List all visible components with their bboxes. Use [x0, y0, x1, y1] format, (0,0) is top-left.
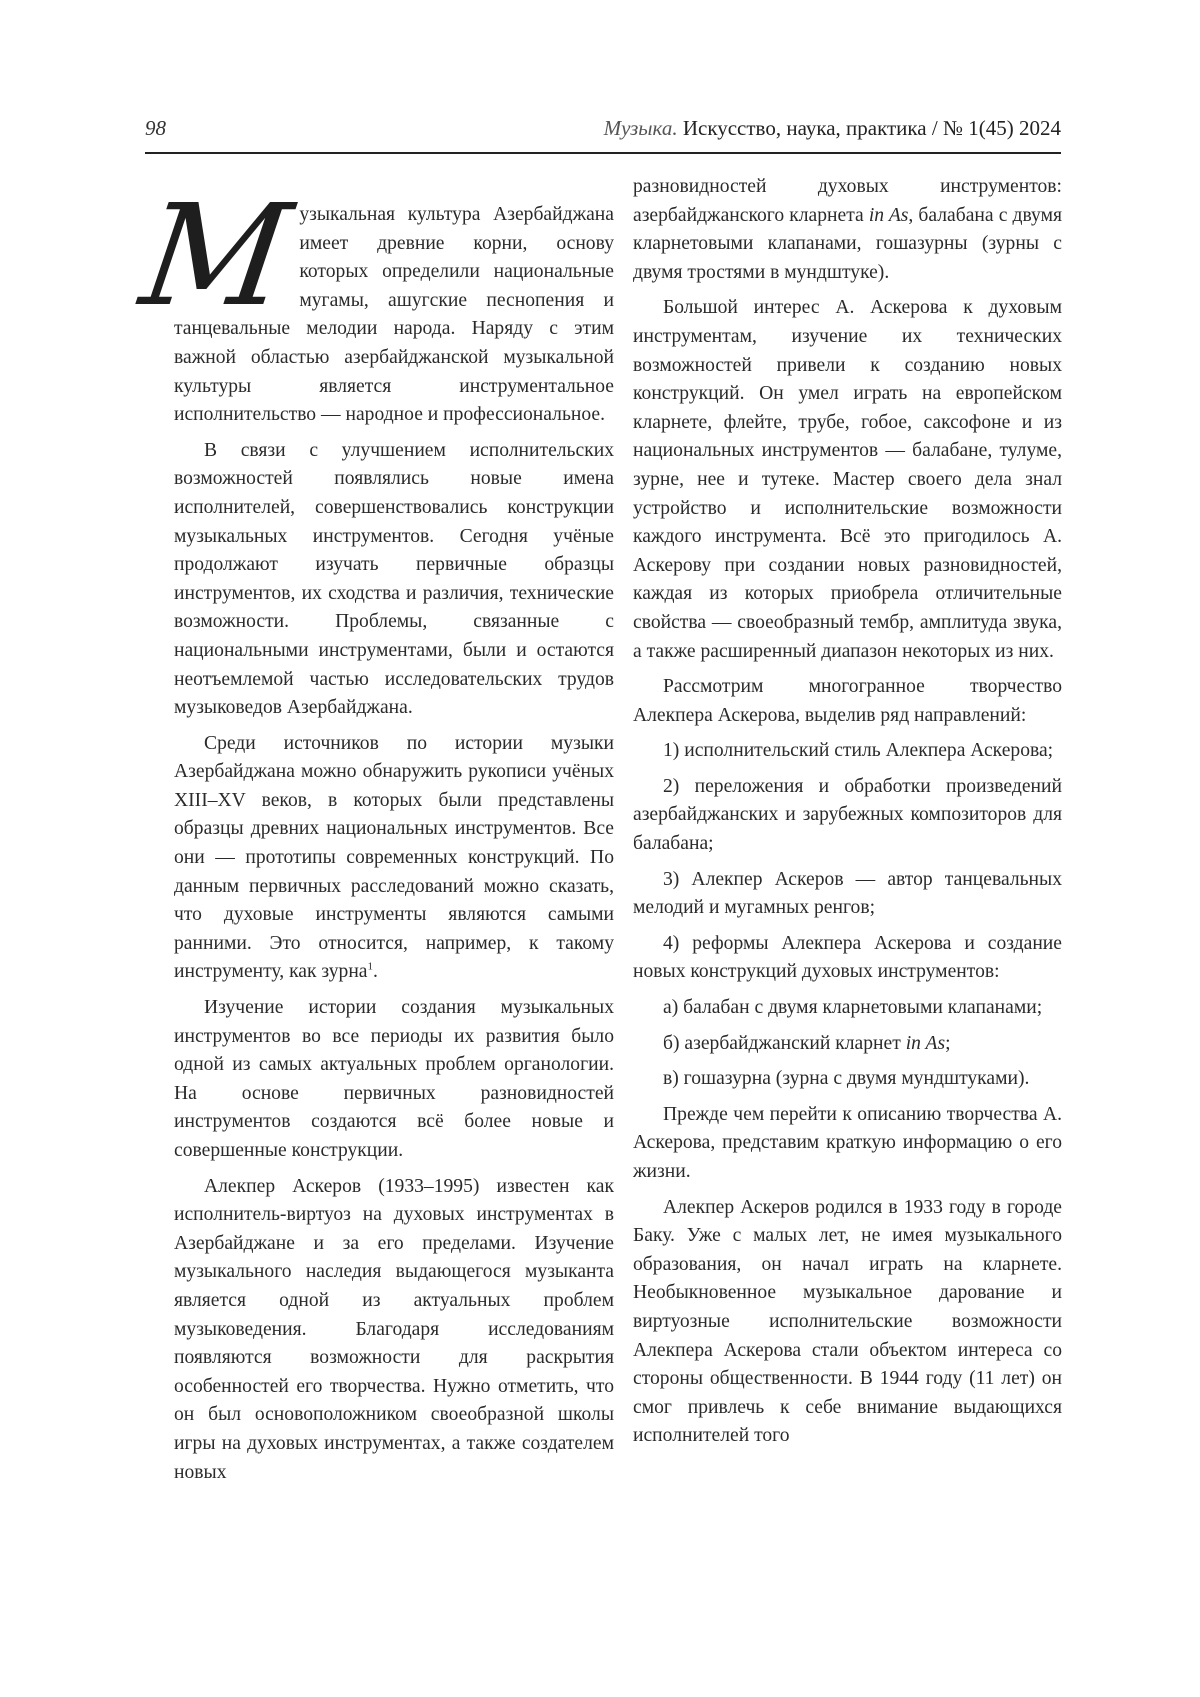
paragraph: Прежде чем перейти к описанию творчества А. Аскерова, представим краткую информацию о его жизни. [633, 1103, 1062, 1182]
journal-brand: Музыка. [603, 116, 678, 140]
page-number: 98 [145, 116, 166, 140]
italic-term: in As [905, 1032, 946, 1054]
list-item: 2) переложения и обработки произведений азербайджанских и зарубежных композиторов для балабана; [633, 775, 1062, 855]
paragraph: Рассмотрим многогранное творчество Алекпера Аскерова, выделив ряд направлений: [633, 676, 1062, 726]
paragraph-end: . [373, 961, 378, 983]
paragraph-text: , балабана с двумя кларнетовыми клапанами, гошазурны (зурны с двумя тростями в мундштуке). [633, 204, 1062, 283]
paragraph-continued [633, 173, 1062, 287]
footnote-marker[interactable]: 1 [367, 960, 374, 973]
paragraph-intro-text: узыкальная культура Азербайджана имеет древние корни, основу которых определили национальные мугамы, ашугские песнопения и танцевальные мелодии народа. Наряду с этим важной областью азербайджанской музыкальной культуры является инструментальное исполнительство — народное и профессиональное. [174, 204, 614, 426]
list-item: 1) исполнительский стиль Алекпера Аскерова; [663, 740, 1054, 762]
sub-list-item [633, 1030, 1062, 1059]
drop-cap: М [132, 175, 299, 338]
paragraph-intro [132, 175, 614, 430]
paragraph-text: разновидностей духовых инструментов: азербайджанского кларнета [633, 176, 1062, 226]
right-column [633, 173, 1062, 1458]
sub-list-text: ; [945, 1032, 951, 1054]
paragraph: В связи с улучшением исполнительских возможностей появлялись новые имена исполнителей, совершенствовались конструкции музыкальных инструментов. Сегодня учёные продолжают изучать первичные образцы инструментов, их сходства и различия, технические возможности. Проблемы, связанные с национальными инструментами, были и остаются неотъемлемой частью исследовательских трудов музыковедов Азербайджана. [174, 439, 614, 719]
italic-term: in As [868, 204, 909, 226]
list-item: 4) реформы Алекпера Аскерова и создание новых конструкций духовых инструментов: [633, 932, 1062, 983]
paragraph-text: Среди источников по истории музыки Азербайджана можно обнаружить рукописи учёных XIII–XV веков, в которых были представлены образцы древних национальных инструментов. Все они — прототипы современных конструкций. По данным первичных расследований можно сказать, что духовые инструменты являются самыми ранними. Это относится, например, к такому инструменту, как зурна [174, 732, 614, 983]
left-column [132, 175, 614, 1494]
paragraph: Алекпер Аскеров (1933–1995) известен как исполнитель-виртуоз на духовых инструментах в Азербайджане и за его пределами. Изучение музыкального наследия выдающегося музыканта является одной из актуальных проблем музыковедения. Благодаря исследованиям появляются возможности для раскрытия особенностей его творчества. Нужно отметить, что он был основоположником своеобразной школы игры на духовых инструментах, а также создателем новых [174, 1175, 614, 1483]
journal-title: Искусство, наука, практика / № 1(45) 2024 [682, 116, 1061, 140]
paragraph: Алекпер Аскеров родился в 1933 году в городе Баку. Уже с малых лет, не имея музыкального образования, он начал играть на кларнете. Необыкновенное музыкальное дарование и виртуозные исполнительские возможности Алекпера Аскерова стали объектом интереса со стороны общественности. В 1944 году (11 лет) он смог привлечь к себе внимание выдающихся исполнителей того [633, 1196, 1062, 1447]
sub-list-item: а) балабан с двумя кларнетовыми клапанами; [663, 997, 1043, 1019]
sub-list-item: в) гошазурна (зурна с двумя мундштуками). [663, 1068, 1030, 1090]
list-item: 3) Алекпер Аскеров — автор танцевальных мелодий и мугамных ренгов; [633, 868, 1062, 919]
journal-running-title [604, 116, 1061, 141]
paragraph [174, 730, 614, 987]
page-header [145, 114, 1061, 154]
paragraph: Изучение истории создания музыкальных инструментов во все периоды их развития было одной из самых актуальных проблем органологии. На основе первичных разновидностей инструментов создаются всё более новые и совершенные конструкции. [174, 997, 614, 1161]
sub-list-text: б) азербайджанский кларнет [663, 1032, 906, 1054]
paragraph: Большой интерес А. Аскерова к духовым инструментам, изучение их технических возможностей привели к созданию новых конструкций. Он умел играть на европейском кларнете, флейте, трубе, гобое, саксофоне и из национальных инструментов — балабане, тулуме, зурне, нее и тутеке. Мастер своего дела знал устройство и исполнительские возможности каждого инструмента. Всё это пригодилось А. Аскерову при создании новых разновидностей, каждая из которых приобрела отличительные свойства — своеобразный тембр, амплитуда звука, а также расширенный диапазон некоторых из них. [633, 297, 1062, 662]
